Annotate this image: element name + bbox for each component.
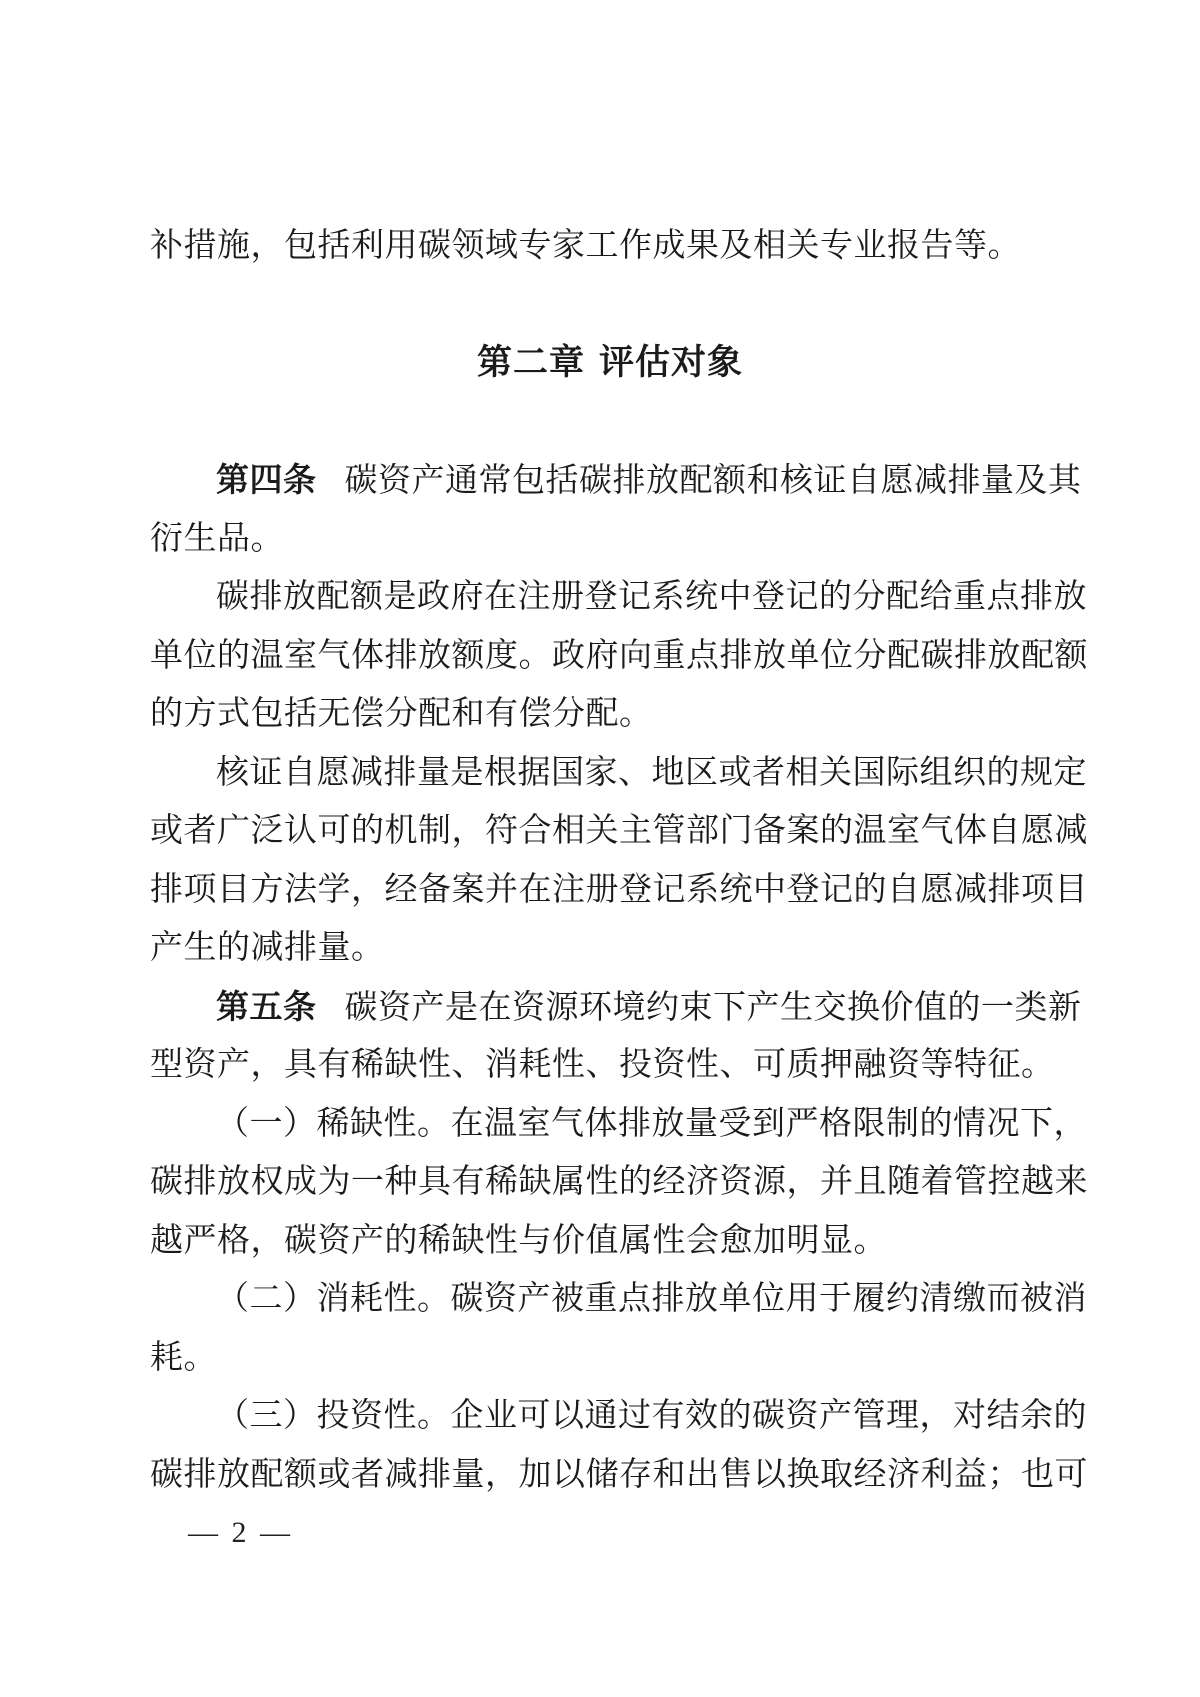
article-5-line-1 xyxy=(150,978,1082,1037)
blank-line xyxy=(150,276,1070,335)
scarcity-line-1: （一）稀缺性。在温室气体排放量受到严格限制的情况下， xyxy=(216,1105,1087,1142)
ccer-para-line-3: 排项目方法学，经备案并在注册登记系统中登记的自愿减排项目 xyxy=(150,871,1088,908)
quota-para-line-1: 碳排放配额是政府在注册登记系统中登记的分配给重点排放 xyxy=(216,579,1087,615)
article-5-text: 碳资产是在资源环境约束下产生交换价值的一类新 xyxy=(344,989,1082,1026)
scarcity-line-2: 碳排放权成为一种具有稀缺属性的经济资源，并且随着管控越来 xyxy=(150,1164,1088,1200)
text-column xyxy=(150,217,1088,1504)
continuation-line: 补措施，包括利用碳领域专家工作成果及相关专业报告等。 xyxy=(150,228,1021,264)
chapter-label: 第二章 xyxy=(476,343,585,382)
quota-para-line-2: 单位的温室气体排放额度。政府向重点排放单位分配碳排放配额 xyxy=(150,637,1088,674)
ccer-para-line-2: 或者广泛认可的机制，符合相关主管部门备案的温室气体自愿减 xyxy=(150,813,1088,849)
article-4-line-2: 衍生品。 xyxy=(150,520,284,557)
ccer-para-line-4: 产生的减排量。 xyxy=(150,930,385,966)
page-number: — 2 — xyxy=(188,1516,293,1549)
blank-line xyxy=(150,393,1070,452)
article-4-label: 第四条 xyxy=(216,461,317,498)
scarcity-line-3: 越严格，碳资产的稀缺性与价值属性会愈加明显。 xyxy=(150,1222,887,1259)
consumption-line-2: 耗。 xyxy=(150,1339,217,1376)
investment-line-2: 碳排放配额或者减排量，加以储存和出售以换取经济利益；也可 xyxy=(150,1456,1088,1493)
investment-line-1: （三）投资性。企业可以通过有效的碳资产管理，对结余的 xyxy=(216,1398,1087,1434)
article-5-label: 第五条 xyxy=(216,987,317,1025)
chapter-heading xyxy=(150,334,1070,393)
article-4-text: 碳资产通常包括碳排放配额和核证自愿减排量及其 xyxy=(344,463,1082,499)
consumption-line-1: （二）消耗性。碳资产被重点排放单位用于履约清缴而被消 xyxy=(216,1281,1087,1317)
quota-para-line-3: 的方式包括无偿分配和有偿分配。 xyxy=(150,696,653,732)
ccer-para-line-1: 核证自愿减排量是根据国家、地区或者相关国际组织的规定 xyxy=(216,754,1087,791)
chapter-title: 评估对象 xyxy=(599,343,744,382)
article-4-line-1 xyxy=(150,451,1082,510)
article-5-line-2: 型资产，具有稀缺性、消耗性、投资性、可质押融资等特征。 xyxy=(150,1047,1055,1083)
